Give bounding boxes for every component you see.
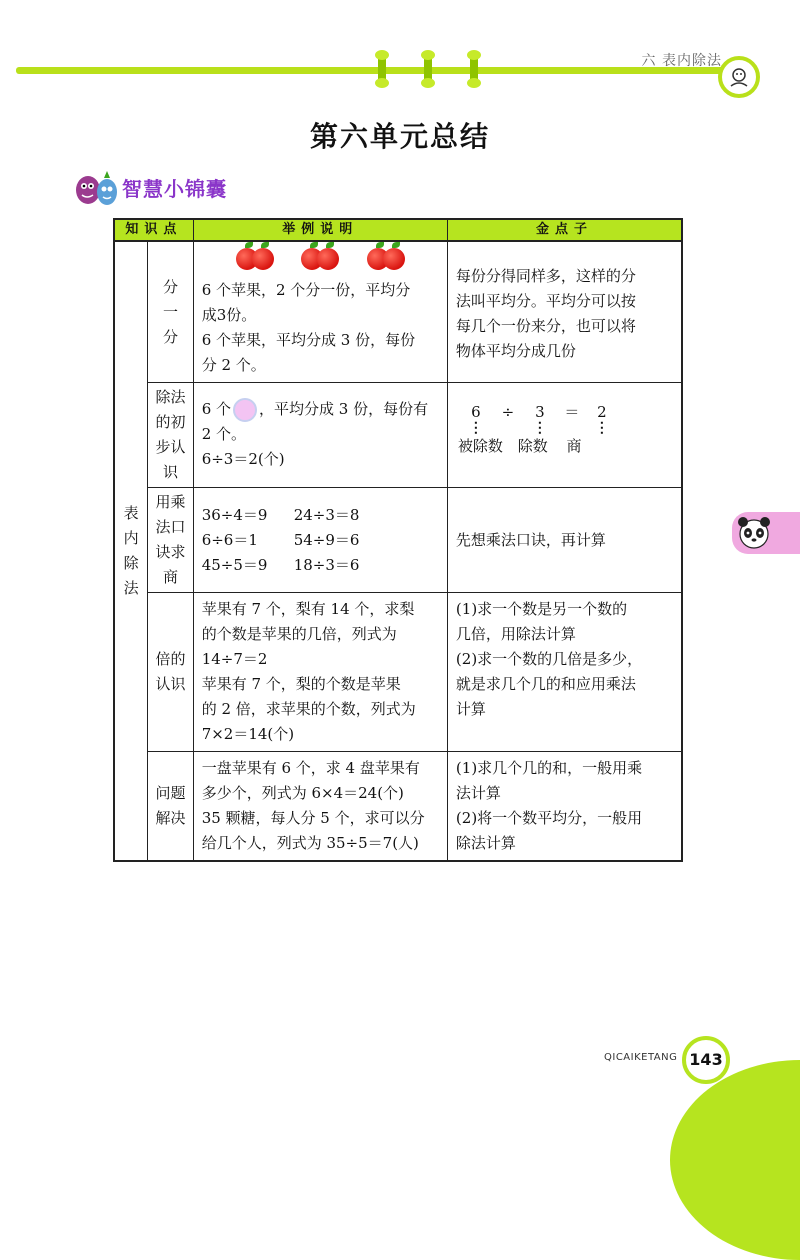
example-cell: 6 个 ，平均分成 3 份，每份有 2 个。 6÷3＝2(个) xyxy=(193,383,447,488)
tip-cell: (1)求一个数是另一个数的 几倍，用除法计算 (2)求一个数的几倍是多少， 就是求几个几的和应用乘法 计算 xyxy=(447,593,682,752)
binder-clip-icon xyxy=(378,52,386,86)
table-row xyxy=(114,241,682,383)
column-header-tip: 金点子 xyxy=(447,219,682,241)
division-formula: 6 ÷ 3 ＝ 2 ⋮ ⋮ ⋮ xyxy=(468,403,609,436)
topic-cell: 用乘 法口 诀求 商 xyxy=(148,488,193,593)
table-row xyxy=(114,593,682,752)
tip-cell: (1)求几个几的和，一般用乘 法计算 (2)将一个数平均分，一般用 除法计算 xyxy=(447,752,682,862)
footer-decoration xyxy=(670,1060,800,1260)
topic-cell: 倍的 认识 xyxy=(148,593,193,752)
character-badge-icon xyxy=(718,56,760,98)
apple-icon xyxy=(383,248,405,270)
chapter-label: 六 表内除法 xyxy=(641,53,722,69)
division-facts: 36÷4＝9 24÷3＝8 6÷6＝1 54÷9＝6 45÷5＝9 18÷3＝6 xyxy=(201,505,360,574)
column-header-knowledge: 知识点 xyxy=(114,219,193,241)
example-cell: 一盘苹果有 6 个，求 4 盘苹果有 多少个，列式为 6×4＝24(个) 35 颗糖，每人分 5 个，求可以分 给几个人，列式为 35÷5＝7(人) xyxy=(193,752,447,862)
binder-clip-icon xyxy=(424,52,432,86)
table-row xyxy=(114,383,682,488)
apple-icon xyxy=(252,248,274,270)
example-cell: 6 个苹果，2 个分一份，平均分 成3份。 6 个苹果，平均分成 3 份，每份 分 2 个。 xyxy=(193,241,447,383)
table-row xyxy=(114,488,682,593)
apple-icon xyxy=(317,248,339,270)
topic-cell: 分 一 分 xyxy=(148,241,193,383)
table-row xyxy=(114,752,682,862)
page-number: 143 xyxy=(682,1036,730,1084)
column-header-example: 举例说明 xyxy=(193,219,447,241)
page-title: 第六单元总结 xyxy=(309,120,490,153)
footer-label: QICAIKETANG xyxy=(604,1052,678,1063)
header-rule xyxy=(16,67,736,74)
panda-icon xyxy=(736,514,772,552)
tip-cell xyxy=(447,383,682,488)
category-cell: 表 内 除 法 xyxy=(114,241,148,861)
circle-object-icon xyxy=(233,398,257,422)
apple-groups xyxy=(202,246,439,278)
formula-labels: 被除数 除数 商 xyxy=(457,437,582,455)
tip-cell: 先想乘法口诀，再计算 xyxy=(447,488,682,593)
summary-table xyxy=(113,218,683,862)
tip-cell: 每份分得同样多，这样的分 法叫平均分。平均分可以按 每几个一份来分，也可以将 物体平均分成几份 xyxy=(447,241,682,383)
binder-clip-icon xyxy=(470,52,478,86)
topic-cell: 问题 解决 xyxy=(148,752,193,862)
example-cell: 苹果有 7 个，梨有 14 个，求梨 的个数是苹果的几倍，列式为 14÷7＝2 苹果有 7 个，梨的个数是苹果 的 2 倍，求苹果的个数，列式为 7×2＝14(个) xyxy=(193,593,447,752)
table-header-row xyxy=(114,219,682,241)
example-cell xyxy=(193,488,447,593)
section-title: 智慧小锦囊 xyxy=(122,177,227,201)
fruit-characters-icon xyxy=(74,166,120,208)
topic-cell: 除法 的初 步认 识 xyxy=(148,383,193,488)
